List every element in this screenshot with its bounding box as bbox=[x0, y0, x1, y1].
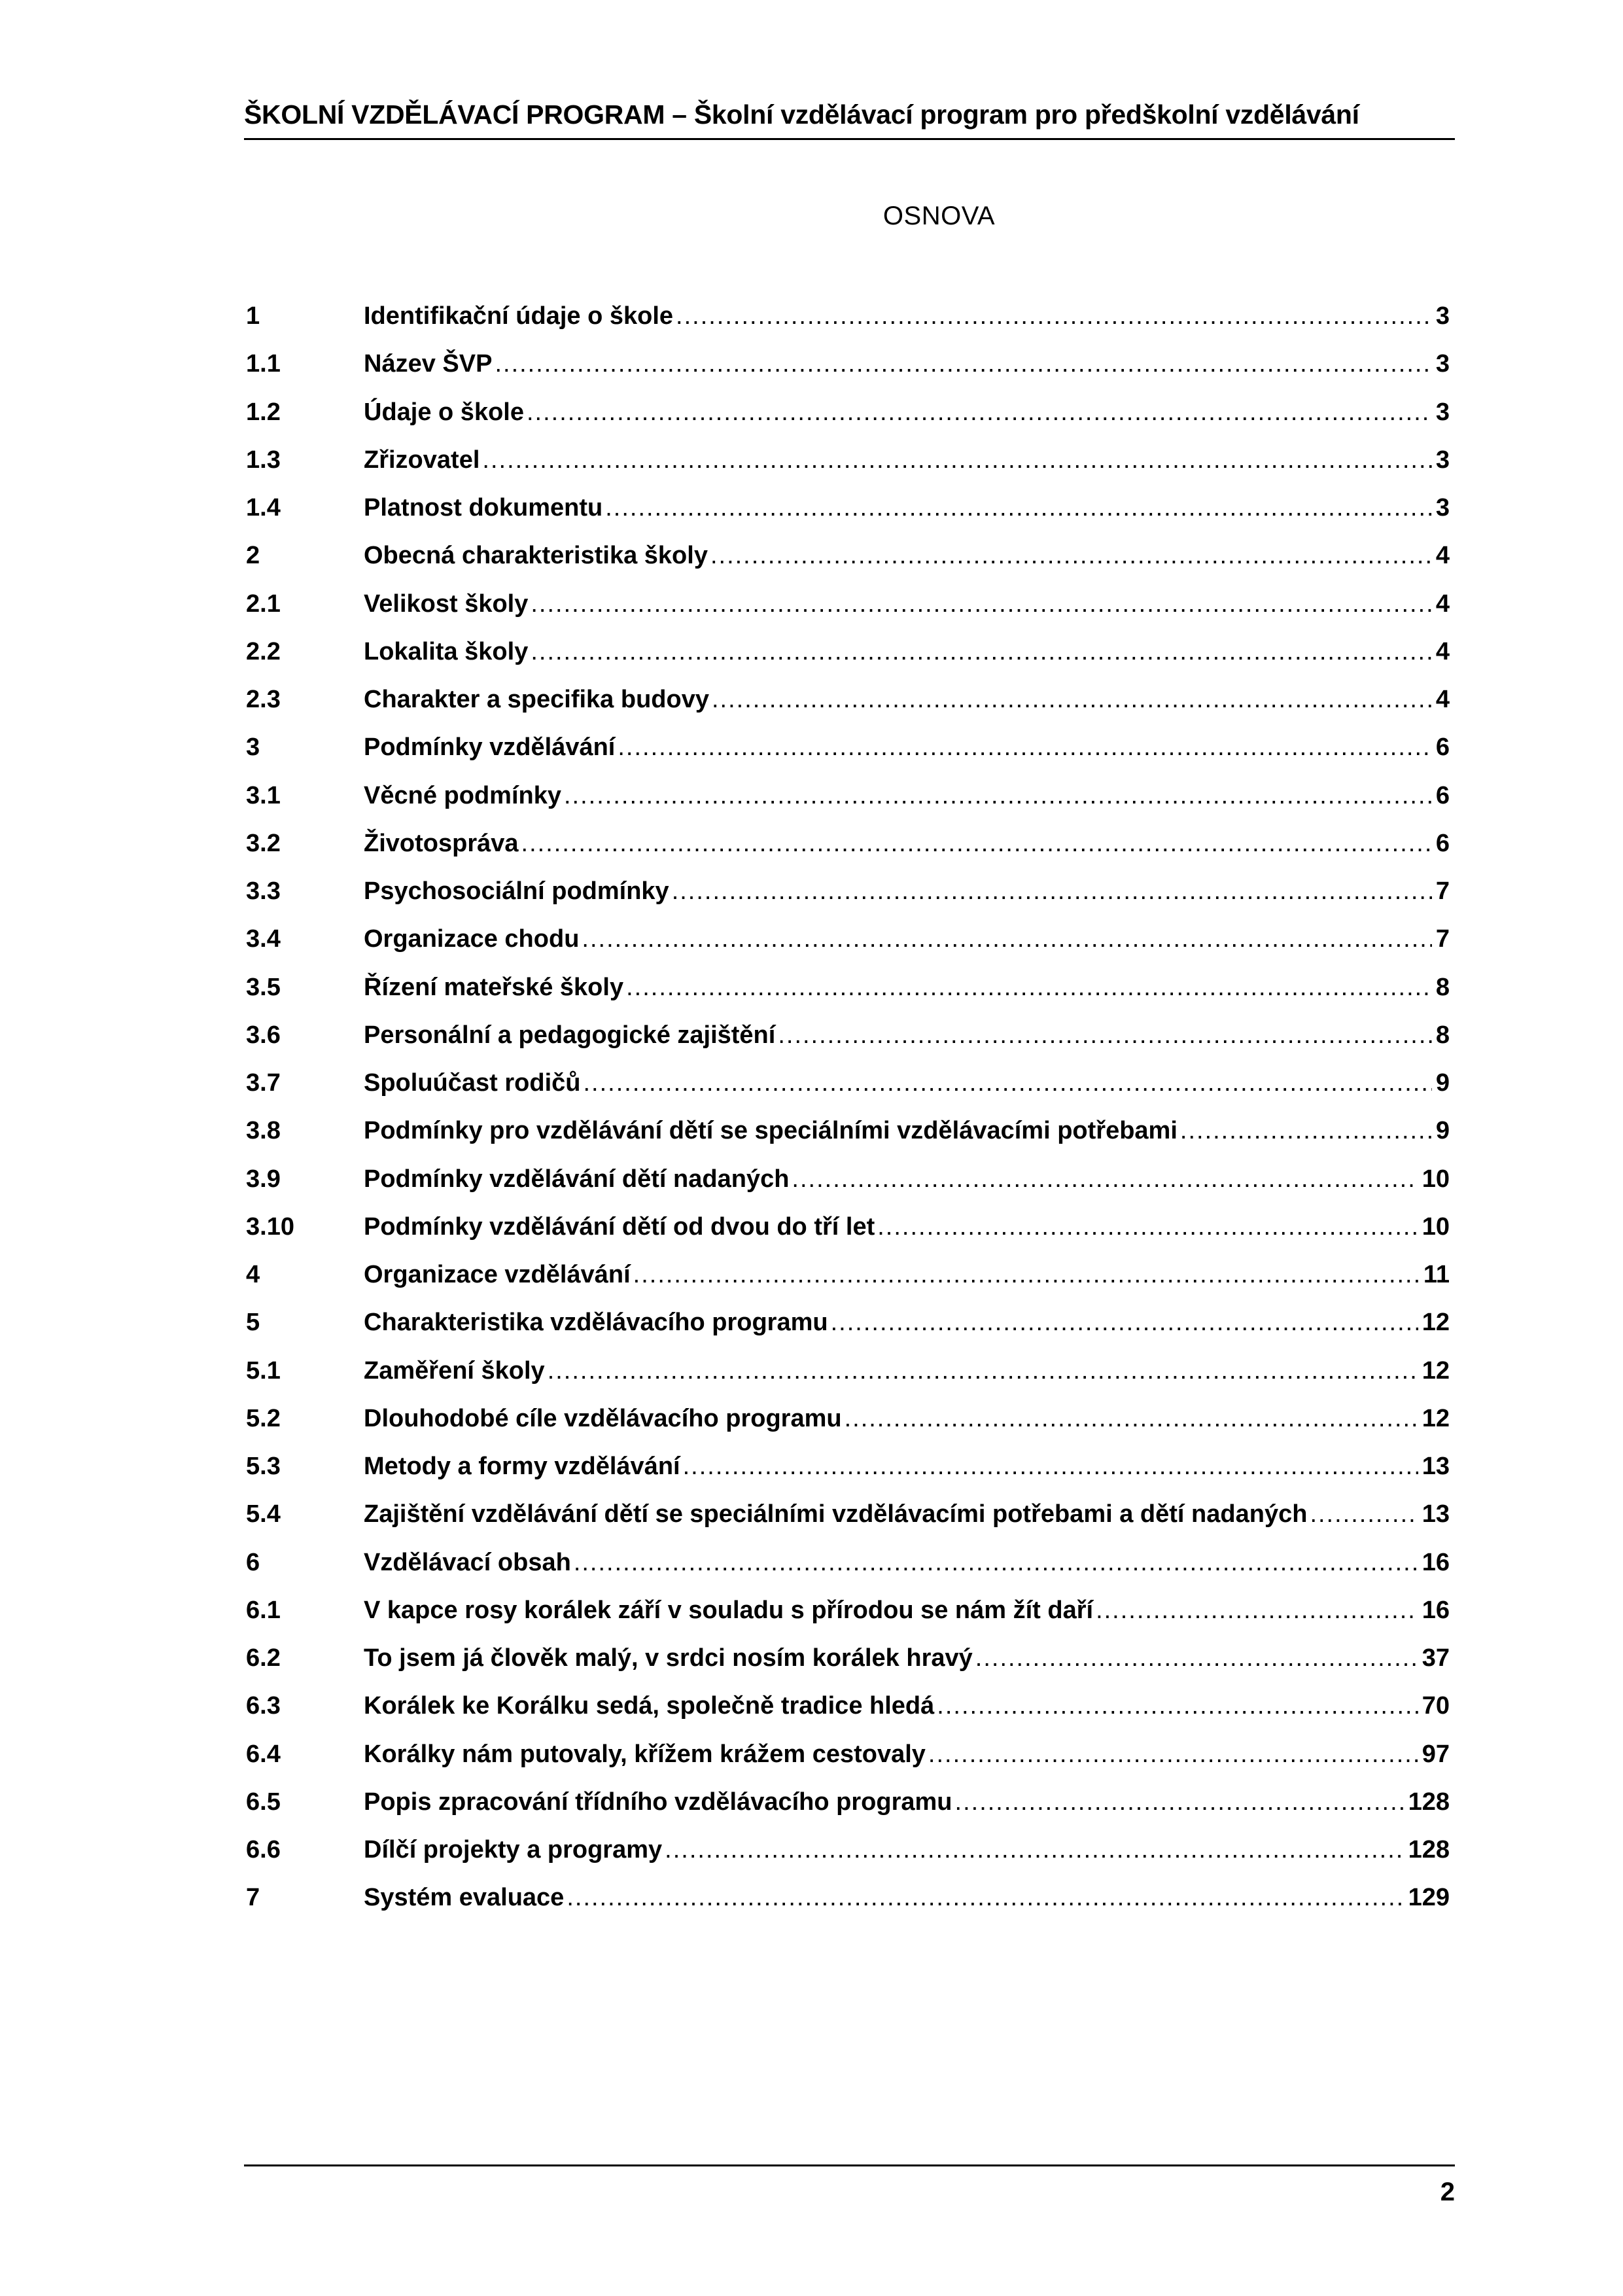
toc-dot-leader bbox=[495, 350, 1431, 378]
footer-rule bbox=[244, 2164, 1455, 2166]
toc-entry[interactable] bbox=[246, 868, 1450, 915]
toc-dot-leader bbox=[583, 1069, 1431, 1097]
toc-entry-page[interactable]: 128 bbox=[1408, 1836, 1450, 1864]
toc-entry[interactable] bbox=[246, 1491, 1450, 1538]
toc-entry[interactable] bbox=[246, 676, 1450, 724]
toc-entry-page[interactable]: 4 bbox=[1435, 590, 1450, 618]
toc-entry-label[interactable]: Metody a formy vzdělávání bbox=[364, 1453, 680, 1481]
toc-entry[interactable] bbox=[246, 389, 1450, 436]
toc-entry-page[interactable]: 6 bbox=[1435, 733, 1450, 762]
toc-dot-leader bbox=[1310, 1500, 1418, 1528]
toc-dot-leader bbox=[928, 1740, 1418, 1769]
toc-entry-page[interactable]: 10 bbox=[1422, 1212, 1450, 1241]
toc-entry-number: 5 bbox=[246, 1309, 260, 1337]
toc-entry-page[interactable]: 12 bbox=[1422, 1356, 1450, 1385]
toc-entry-number: 1 bbox=[246, 302, 260, 330]
toc-dot-leader bbox=[582, 925, 1431, 953]
toc-entry[interactable] bbox=[246, 964, 1450, 1012]
table-of-contents bbox=[246, 292, 1450, 1922]
toc-dot-leader bbox=[975, 1644, 1418, 1672]
toc-entry-page[interactable]: 4 bbox=[1435, 686, 1450, 714]
toc-dot-leader bbox=[527, 398, 1432, 427]
toc-title: OSNOVA bbox=[882, 202, 996, 230]
toc-entry-label[interactable]: Korálek ke Korálku sedá, společně tradice hledá bbox=[364, 1692, 935, 1720]
toc-entry[interactable] bbox=[246, 820, 1450, 868]
toc-dot-leader bbox=[482, 446, 1431, 474]
toc-entry-page[interactable]: 13 bbox=[1422, 1453, 1450, 1481]
toc-entry-label[interactable]: Zajištění vzdělávání dětí se speciálními vzdělávacími potřebami a dětí nadaných bbox=[364, 1500, 1308, 1528]
toc-entry[interactable] bbox=[246, 772, 1450, 820]
toc-entry-page[interactable]: 37 bbox=[1422, 1644, 1450, 1672]
toc-dot-leader bbox=[676, 302, 1432, 330]
page-number: 2 bbox=[1440, 2178, 1455, 2206]
toc-dot-leader bbox=[683, 1453, 1418, 1481]
toc-entry[interactable] bbox=[246, 484, 1450, 532]
page-header bbox=[244, 98, 1455, 140]
toc-entry-number: 5.3 bbox=[246, 1453, 281, 1481]
toc-entry-page[interactable]: 9 bbox=[1435, 1117, 1450, 1145]
toc-entry-page[interactable]: 6 bbox=[1435, 829, 1450, 857]
toc-entry-label[interactable]: Životospráva bbox=[364, 829, 519, 857]
toc-dot-leader bbox=[778, 1021, 1432, 1050]
toc-entry-label[interactable]: Obecná charakteristika školy bbox=[364, 542, 708, 570]
toc-entry-page[interactable]: 70 bbox=[1422, 1692, 1450, 1720]
toc-entry-label[interactable]: Organizace chodu bbox=[364, 925, 580, 953]
toc-entry-page[interactable]: 3 bbox=[1435, 302, 1450, 330]
toc-entry-label[interactable]: Podmínky vzdělávání dětí nadaných bbox=[364, 1165, 790, 1193]
toc-entry-number: 3.8 bbox=[246, 1117, 281, 1145]
toc-dot-leader bbox=[1180, 1117, 1432, 1145]
toc-entry-number: 3.5 bbox=[246, 973, 281, 1001]
toc-entry-label[interactable]: Korálky nám putovaly, křížem krážem cestovaly bbox=[364, 1740, 926, 1768]
toc-entry-page[interactable]: 4 bbox=[1435, 542, 1450, 570]
toc-entry-number: 5.1 bbox=[246, 1356, 281, 1385]
toc-entry-number: 6.4 bbox=[246, 1740, 281, 1768]
toc-entry-number: 6.3 bbox=[246, 1692, 281, 1720]
toc-entry-label[interactable]: Personální a pedagogické zajištění bbox=[364, 1021, 776, 1049]
toc-entry-label[interactable]: V kapce rosy korálek září v souladu s přírodou se nám žít daří bbox=[364, 1596, 1094, 1624]
toc-entry-page[interactable]: 128 bbox=[1408, 1788, 1450, 1816]
toc-entry-page[interactable]: 3 bbox=[1435, 350, 1450, 378]
toc-entry-page[interactable]: 8 bbox=[1435, 1021, 1450, 1049]
toc-entry-label[interactable]: Psychosociální podmínky bbox=[364, 877, 669, 906]
toc-dot-leader bbox=[937, 1692, 1418, 1720]
toc-entry-label[interactable]: Podmínky pro vzdělávání dětí se speciálními vzdělávacími potřebami bbox=[364, 1117, 1178, 1145]
toc-entry[interactable] bbox=[246, 915, 1450, 963]
toc-entry-label[interactable]: Charakteristika vzdělávacího programu bbox=[364, 1309, 828, 1337]
toc-dot-leader bbox=[792, 1165, 1418, 1193]
toc-dot-leader bbox=[605, 494, 1432, 522]
toc-entry-number: 5.2 bbox=[246, 1404, 281, 1432]
toc-entry-number: 6.6 bbox=[246, 1836, 281, 1864]
toc-dot-leader bbox=[710, 542, 1432, 570]
toc-entry-label[interactable]: To jsem já člověk malý, v srdci nosím korálek hravý bbox=[364, 1644, 973, 1672]
toc-entry-page[interactable]: 4 bbox=[1435, 637, 1450, 665]
toc-entry-number: 4 bbox=[246, 1261, 260, 1289]
toc-dot-leader bbox=[567, 1884, 1404, 1912]
toc-entry-label[interactable]: Spoluúčast rodičů bbox=[364, 1069, 581, 1097]
toc-entry-number: 3 bbox=[246, 733, 260, 762]
toc-entry[interactable] bbox=[246, 532, 1450, 580]
toc-entry-page[interactable]: 16 bbox=[1422, 1596, 1450, 1624]
toc-dot-leader bbox=[564, 782, 1432, 810]
toc-entry[interactable] bbox=[246, 1107, 1450, 1155]
toc-entry-number: 7 bbox=[246, 1884, 260, 1912]
toc-entry-number: 1.3 bbox=[246, 446, 281, 474]
toc-entry-page[interactable]: 13 bbox=[1422, 1500, 1450, 1528]
toc-entry-page[interactable]: 10 bbox=[1422, 1165, 1450, 1193]
toc-entry-label[interactable]: Zaměření školy bbox=[364, 1356, 545, 1385]
toc-entry[interactable] bbox=[246, 1395, 1450, 1443]
toc-entry-page[interactable]: 9 bbox=[1435, 1069, 1450, 1097]
toc-dot-leader bbox=[955, 1788, 1405, 1816]
toc-entry[interactable] bbox=[246, 1059, 1450, 1107]
toc-entry-page[interactable]: 97 bbox=[1422, 1740, 1450, 1768]
toc-entry-page[interactable]: 11 bbox=[1423, 1261, 1450, 1289]
toc-entry[interactable] bbox=[246, 1682, 1450, 1730]
toc-entry-page[interactable]: 6 bbox=[1435, 781, 1450, 809]
toc-dot-leader bbox=[521, 830, 1432, 858]
toc-entry-page[interactable]: 7 bbox=[1435, 877, 1450, 906]
toc-entry[interactable] bbox=[246, 1251, 1450, 1299]
toc-entry[interactable] bbox=[246, 1731, 1450, 1778]
toc-entry-page[interactable]: 12 bbox=[1422, 1309, 1450, 1337]
toc-dot-leader bbox=[574, 1549, 1418, 1577]
toc-entry-number: 3.1 bbox=[246, 781, 281, 809]
toc-entry-number: 3.10 bbox=[246, 1212, 294, 1241]
toc-entry[interactable] bbox=[246, 1826, 1450, 1874]
toc-entry[interactable] bbox=[246, 628, 1450, 676]
toc-entry-label[interactable]: Organizace vzdělávání bbox=[364, 1261, 631, 1289]
toc-entry-label[interactable]: Lokalita školy bbox=[364, 637, 529, 665]
toc-entry-number: 3.6 bbox=[246, 1021, 281, 1049]
toc-entry-number: 3.4 bbox=[246, 925, 281, 953]
toc-entry-number: 3.9 bbox=[246, 1165, 281, 1193]
toc-entry-label[interactable]: Podmínky vzdělávání dětí od dvou do tří let bbox=[364, 1212, 875, 1241]
toc-entry-label[interactable]: Charakter a specifika budovy bbox=[364, 686, 709, 714]
toc-dot-leader bbox=[548, 1357, 1418, 1385]
toc-entry-number: 3.7 bbox=[246, 1069, 281, 1097]
toc-entry[interactable] bbox=[246, 724, 1450, 771]
toc-dot-leader bbox=[633, 1261, 1420, 1289]
toc-entry-page[interactable]: 16 bbox=[1422, 1548, 1450, 1576]
toc-entry-label[interactable]: Zřizovatel bbox=[364, 446, 480, 474]
toc-entry[interactable] bbox=[246, 1012, 1450, 1059]
toc-entry-label[interactable]: Platnost dokumentu bbox=[364, 494, 603, 522]
toc-entry-page[interactable]: 3 bbox=[1435, 398, 1450, 426]
toc-entry-number: 6.2 bbox=[246, 1644, 281, 1672]
toc-entry-label[interactable]: Vzdělávací obsah bbox=[364, 1548, 571, 1576]
toc-entry-page[interactable]: 3 bbox=[1435, 446, 1450, 474]
toc-dot-leader bbox=[531, 590, 1431, 618]
toc-entry-number: 5.4 bbox=[246, 1500, 281, 1528]
toc-entry-label[interactable]: Velikost školy bbox=[364, 590, 529, 618]
toc-entry-label[interactable]: Dlouhodobé cíle vzdělávacího programu bbox=[364, 1404, 842, 1432]
header-title: ŠKOLNÍ VZDĚLÁVACÍ PROGRAM – Školní vzdělávací program pro předškolní vzdělávání bbox=[244, 99, 1359, 130]
toc-entry-page[interactable]: 129 bbox=[1408, 1884, 1450, 1912]
toc-entry-page[interactable]: 7 bbox=[1435, 925, 1450, 953]
toc-entry-number: 3.2 bbox=[246, 829, 281, 857]
toc-dot-leader bbox=[665, 1836, 1404, 1864]
toc-entry[interactable] bbox=[246, 1874, 1450, 1922]
toc-dot-leader bbox=[531, 638, 1432, 666]
toc-entry-number: 6 bbox=[246, 1548, 260, 1576]
toc-dot-leader bbox=[672, 877, 1432, 906]
toc-dot-leader bbox=[845, 1405, 1418, 1433]
toc-entry-page[interactable]: 8 bbox=[1435, 973, 1450, 1001]
toc-entry[interactable] bbox=[246, 340, 1450, 388]
toc-entry-number: 2.2 bbox=[246, 637, 281, 665]
toc-dot-leader bbox=[626, 974, 1432, 1002]
toc-entry-number: 3.3 bbox=[246, 877, 281, 906]
toc-entry[interactable] bbox=[246, 1634, 1450, 1682]
toc-entry-label[interactable]: Údaje o škole bbox=[364, 398, 524, 426]
toc-entry-label[interactable]: Popis zpracování třídního vzdělávacího programu bbox=[364, 1788, 952, 1816]
toc-entry[interactable] bbox=[246, 1778, 1450, 1826]
toc-entry[interactable] bbox=[246, 1443, 1450, 1491]
toc-entry[interactable] bbox=[246, 1156, 1450, 1203]
toc-entry[interactable] bbox=[246, 436, 1450, 484]
toc-entry[interactable] bbox=[246, 1299, 1450, 1347]
toc-entry-page[interactable]: 3 bbox=[1435, 494, 1450, 522]
toc-entry[interactable] bbox=[246, 1587, 1450, 1634]
toc-dot-leader bbox=[877, 1213, 1418, 1241]
toc-entry-number: 1.1 bbox=[246, 350, 281, 378]
toc-entry-label[interactable]: Název ŠVP bbox=[364, 350, 493, 378]
toc-entry-number: 2.1 bbox=[246, 590, 281, 618]
toc-entry[interactable] bbox=[246, 580, 1450, 628]
toc-entry[interactable] bbox=[246, 1539, 1450, 1587]
toc-dot-leader bbox=[1096, 1597, 1418, 1625]
toc-entry[interactable] bbox=[246, 1347, 1450, 1395]
toc-dot-leader bbox=[618, 733, 1431, 762]
toc-entry-number: 6.5 bbox=[246, 1788, 281, 1816]
toc-entry[interactable] bbox=[246, 1203, 1450, 1251]
toc-entry-label[interactable]: Podmínky vzdělávání bbox=[364, 733, 616, 762]
toc-entry-label[interactable]: Věcné podmínky bbox=[364, 781, 561, 809]
toc-entry-number: 1.4 bbox=[246, 494, 281, 522]
toc-entry-number: 1.2 bbox=[246, 398, 281, 426]
toc-dot-leader bbox=[831, 1309, 1418, 1337]
toc-entry-label[interactable]: Řízení mateřské školy bbox=[364, 973, 624, 1001]
toc-entry-label[interactable]: Identifikační údaje o škole bbox=[364, 302, 674, 330]
toc-entry-label[interactable]: Dílčí projekty a programy bbox=[364, 1836, 663, 1864]
toc-entry-number: 2 bbox=[246, 542, 260, 570]
toc-entry-number: 2.3 bbox=[246, 686, 281, 714]
toc-entry-label[interactable]: Systém evaluace bbox=[364, 1884, 565, 1912]
toc-entry[interactable] bbox=[246, 292, 1450, 340]
toc-dot-leader bbox=[712, 686, 1432, 714]
toc-entry-number: 6.1 bbox=[246, 1596, 281, 1624]
toc-entry-page[interactable]: 12 bbox=[1422, 1404, 1450, 1432]
